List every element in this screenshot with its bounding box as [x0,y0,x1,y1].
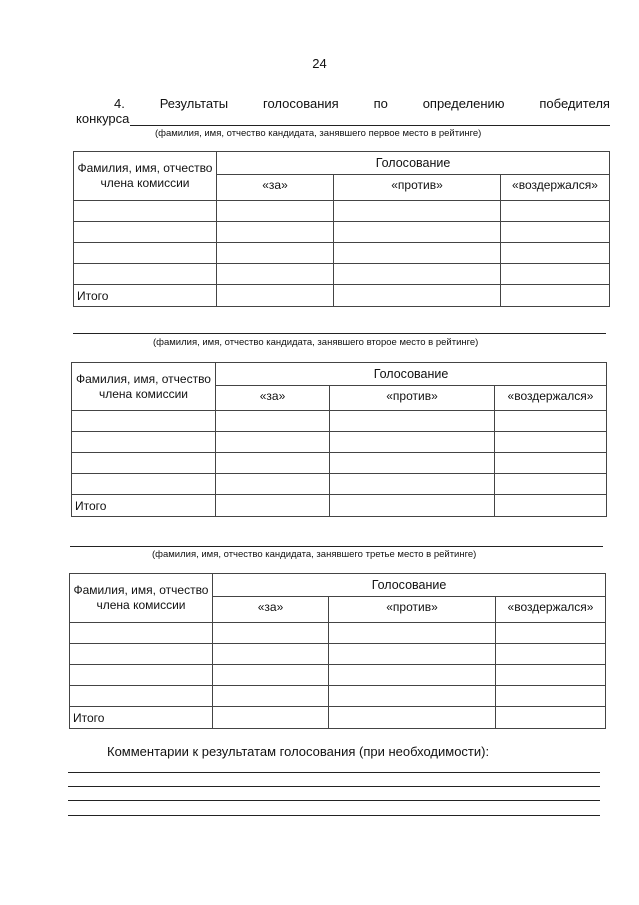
col-group-voting: Голосование [217,152,610,175]
table-cell[interactable] [501,201,610,222]
candidate-name-line-3[interactable] [70,546,603,547]
table-cell[interactable] [217,243,334,264]
table-cell[interactable] [334,285,501,307]
table-cell[interactable] [72,411,216,432]
table-cell[interactable] [495,495,607,517]
table-cell[interactable] [216,453,330,474]
table-cell[interactable] [496,686,606,707]
table-cell[interactable] [217,285,334,307]
page-number: 24 [312,56,327,71]
heading-word: Результаты [159,96,229,111]
total-row [70,707,606,729]
col-header-for: «за» [217,175,334,201]
table-cell[interactable] [496,665,606,686]
table-cell[interactable] [330,432,495,453]
table-cell[interactable] [330,411,495,432]
table-row [70,686,606,707]
table-cell[interactable] [213,707,329,729]
col-header-abstain: «воздержался» [496,597,606,623]
table-cell[interactable] [496,644,606,665]
table-row [74,243,610,264]
table-row [74,264,610,285]
table-cell[interactable] [334,222,501,243]
total-row [72,495,607,517]
heading-word: определению [422,96,505,111]
col-header-abstain: «воздержался» [501,175,610,201]
table-row [70,644,606,665]
voting-table-2 [71,362,607,517]
table-cell[interactable] [334,264,501,285]
candidate-caption-3: (фамилия, имя, отчество кандидата, занявшего третье место в рейтинге) [152,549,477,560]
candidate-caption-2: (фамилия, имя, отчество кандидата, занявшего второе место в рейтинге) [153,337,479,348]
table-cell[interactable] [334,201,501,222]
table-cell[interactable] [495,432,607,453]
table-row [72,411,607,432]
table-cell[interactable] [72,453,216,474]
table-row [74,222,610,243]
table-cell[interactable] [216,495,330,517]
voting-table-1 [73,151,610,307]
table-cell[interactable] [501,222,610,243]
table-row [74,201,610,222]
heading-line-1 [76,96,610,111]
table-cell[interactable] [74,264,217,285]
comments-label: Комментарии к результатам голосования (при необходимости): [107,744,490,759]
col-group-voting: Голосование [213,574,606,597]
table-cell[interactable] [216,474,330,495]
table-row [72,432,607,453]
candidate-caption-1: (фамилия, имя, отчество кандидата, занявшего первое место в рейтинге) [155,128,482,139]
total-row [74,285,610,307]
table-cell[interactable] [74,222,217,243]
comment-line[interactable] [68,786,600,787]
table-cell[interactable] [70,644,213,665]
winner-name-fill-line[interactable] [130,113,610,126]
table-cell[interactable] [329,644,496,665]
table-cell[interactable] [496,707,606,729]
table-cell[interactable] [330,453,495,474]
table-cell[interactable] [329,707,496,729]
table-cell[interactable] [213,665,329,686]
col-header-against: «против» [329,597,496,623]
col-group-voting: Голосование [216,363,607,386]
table-cell[interactable] [330,474,495,495]
table-cell[interactable] [329,686,496,707]
col-header-against: «против» [334,175,501,201]
table-cell[interactable] [213,644,329,665]
comment-line[interactable] [68,800,600,801]
table-cell[interactable] [74,243,217,264]
table-cell[interactable] [217,222,334,243]
table-cell[interactable] [496,623,606,644]
table-row [70,623,606,644]
table-cell[interactable] [330,495,495,517]
table-cell[interactable] [217,201,334,222]
table-cell[interactable] [72,432,216,453]
table-cell[interactable] [501,243,610,264]
table-cell[interactable] [216,411,330,432]
table-cell[interactable] [329,623,496,644]
heading-word: голосования [263,96,339,111]
table-cell[interactable] [217,264,334,285]
table-cell[interactable] [213,623,329,644]
table-cell[interactable] [70,686,213,707]
heading-word: по [373,96,388,111]
col-header-abstain: «воздержался» [495,386,607,411]
table-cell[interactable] [70,623,213,644]
total-label: Итого [74,285,217,307]
table-cell[interactable] [334,243,501,264]
table-cell[interactable] [216,432,330,453]
total-label: Итого [72,495,216,517]
heading-word: победителя [539,96,610,111]
col-header-against: «против» [330,386,495,411]
table-cell[interactable] [213,686,329,707]
comment-line[interactable] [68,815,600,816]
table-cell[interactable] [74,201,217,222]
total-label: Итого [70,707,213,729]
table-cell[interactable] [501,285,610,307]
col-header-for: «за» [216,386,330,411]
heading-word: 4. [114,96,125,111]
table-cell[interactable] [495,474,607,495]
table-cell[interactable] [501,264,610,285]
col-header-for: «за» [213,597,329,623]
table-cell[interactable] [329,665,496,686]
voting-table-3 [69,573,606,729]
table-cell[interactable] [72,474,216,495]
col-header-member-name: Фамилия, имя, отчество члена комиссии [74,152,217,201]
section-heading [76,96,610,126]
table-cell[interactable] [70,665,213,686]
table-row [72,453,607,474]
heading-line-2 [76,111,610,126]
candidate-name-line-2[interactable] [73,333,606,334]
table-row [70,665,606,686]
table-cell[interactable] [495,453,607,474]
comment-line[interactable] [68,772,600,773]
heading-word-konkursa: конкурса [76,111,130,126]
col-header-member-name: Фамилия, имя, отчество члена комиссии [72,363,216,411]
table-row [72,474,607,495]
col-header-member-name: Фамилия, имя, отчество члена комиссии [70,574,213,623]
table-cell[interactable] [495,411,607,432]
